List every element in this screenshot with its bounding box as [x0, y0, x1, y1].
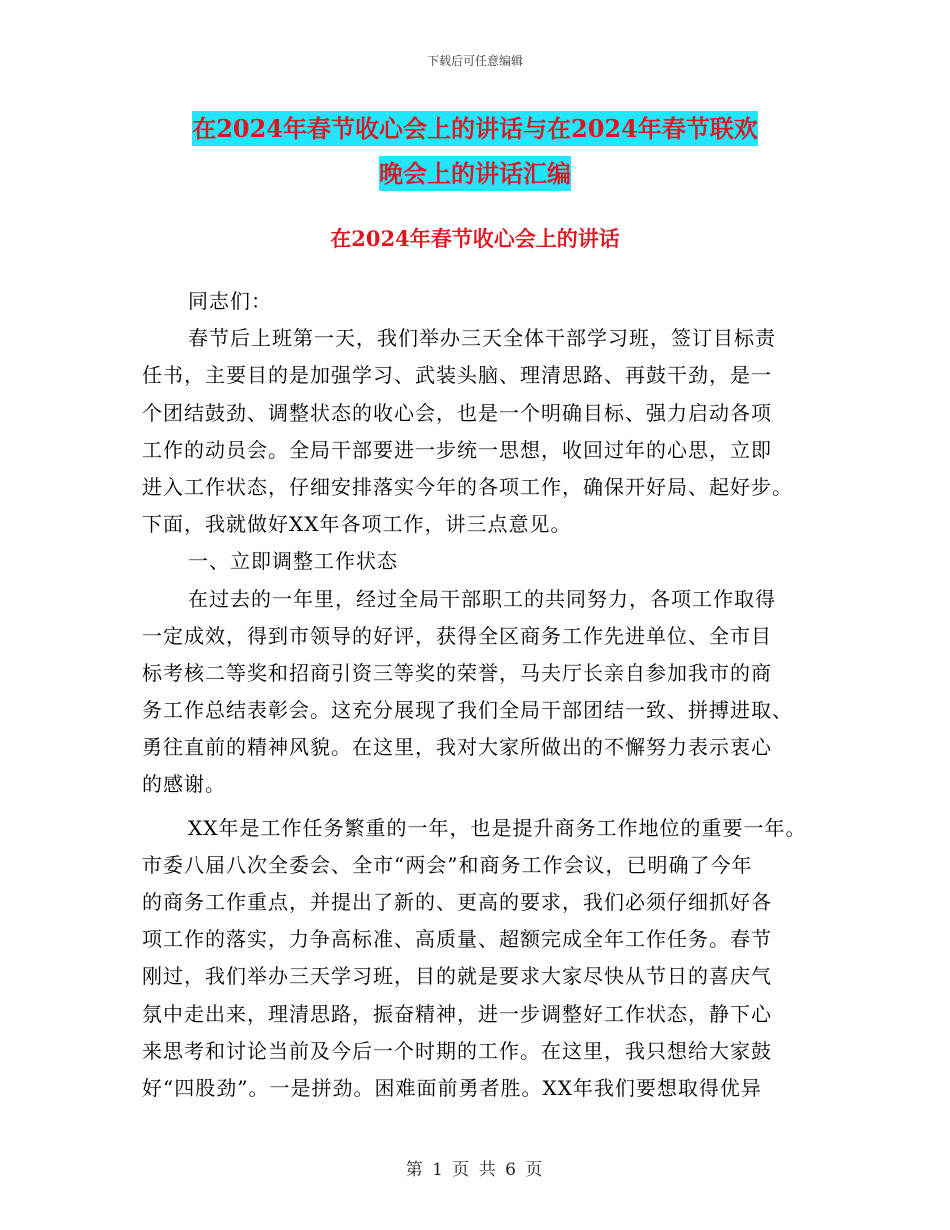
document-body — [142, 283, 812, 1107]
section-title: 在2024年春节收心会上的讲话 — [330, 226, 620, 251]
paragraph-3-line: 项工作的落实，力争高标准、高质量、超额完成全年工作任务。春节 — [142, 927, 772, 952]
page-footer: 第 1 页 共 6 页 — [405, 1160, 545, 1180]
paragraph-3-line: 氛中走出来，理清思路，振奋精神，进一步调整好工作状态，静下心 — [142, 1001, 772, 1026]
paragraph-3-line: 来思考和讨论当前及今后一个时期的工作。在这里，我只想给大家鼓 — [142, 1038, 772, 1063]
paragraph-3-line: 刚过，我们举办三天学习班，目的就是要求大家尽快从节日的喜庆气 — [142, 964, 772, 989]
paragraph-3-line: 的商务工作重点，并提出了新的、更高的要求，我们必须仔细抓好各 — [142, 890, 772, 914]
document-title-line-1 — [0, 115, 950, 143]
paragraph-1-line: 任书，主要目的是加强学习、武装头脑、理清思路、再鼓干劲，是一 — [142, 363, 772, 388]
paragraph-2-line: 标考核二等奖和招商引资三等奖的荣誉，马夫厅长亲自参加我市的商 — [142, 660, 772, 685]
paragraph-2-line: 一定成效，得到市领导的好评，获得全区商务工作先进单位、全市目 — [142, 623, 772, 648]
paragraph-1-line: 个团结鼓劲、调整状态的收心会，也是一个明确目标、强力启动各项 — [142, 400, 772, 425]
paragraph-1-line: 下面，我就做好XX年各项工作，讲三点意见。 — [142, 512, 572, 537]
paragraph-3-line: XX年是工作任务繁重的一年，也是提升商务工作地位的重要一年。 — [188, 815, 807, 840]
document-title-text-1: 在2024年春节收心会上的讲话与在2024年春节联欢 — [192, 111, 758, 146]
paragraph-2-line: 务工作总结表彰会。这充分展现了我们全局干部团结一致、拼搏进取、 — [142, 698, 793, 723]
paragraph-1-line: 工作的动员会。全局干部要进一步统一思想，收回过年的心思，立即 — [142, 437, 772, 462]
heading-1: 一、立即调整工作状态 — [188, 549, 398, 574]
document-title-text-2: 晚会上的讲话汇编 — [379, 156, 571, 191]
document-title-line-2 — [0, 160, 950, 188]
paragraph-2-line: 的感谢。 — [142, 772, 226, 797]
paragraph-3-line: 好“四股劲”。一是拼劲。困难面前勇者胜。XX年我们要想取得优异 — [142, 1075, 762, 1100]
greeting: 同志们： — [188, 289, 272, 313]
paragraph-3-line: 市委八届八次全委会、全市“两会”和商务工作会议，已明确了今年 — [142, 852, 753, 877]
paragraph-1-line: 进入工作状态，仔细安排落实今年的各项工作，确保开好局、起好步。 — [142, 474, 793, 499]
header-note: 下载后可任意编辑 — [426, 54, 523, 68]
paragraph-1-line: 春节后上班第一天，我们举办三天全体干部学习班，签订目标责 — [188, 326, 776, 351]
paragraph-2-line: 勇往直前的精神风貌。在这里，我对大家所做出的不懈努力表示衷心 — [142, 735, 772, 760]
paragraph-2-line: 在过去的一年里，经过全局干部职工的共同努力，各项工作取得 — [188, 586, 776, 611]
